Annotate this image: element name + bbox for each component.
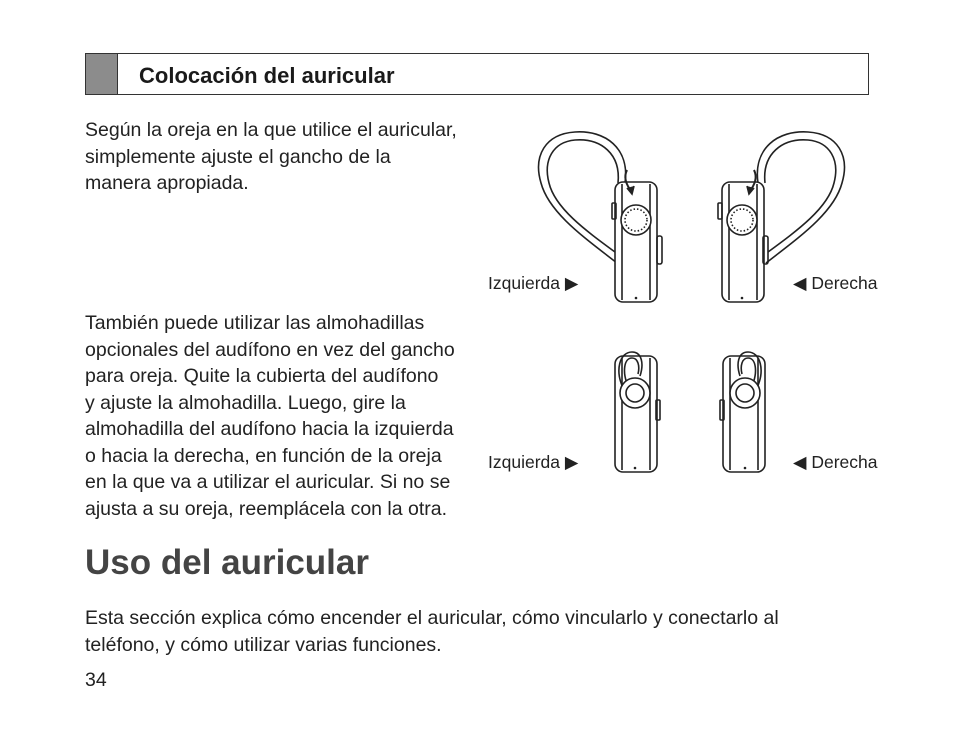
usage-line: teléfono, y cómo utilizar varias funciones. <box>85 633 442 656</box>
intro-paragraph <box>85 117 505 197</box>
ear-gel-line: También puede utilizar las almohadillas <box>85 312 425 334</box>
ear-gel-line: en la que va a utilizar el auricular. Si no se <box>85 471 451 493</box>
bottom-right-label: ◀ Derecha <box>793 452 878 472</box>
usage-paragraph <box>85 605 885 658</box>
bottom-left-label: Izquierda ▶ <box>488 452 579 472</box>
usage-heading: Uso del auricular <box>85 543 369 582</box>
top-right-label: ◀ Derecha <box>793 273 878 293</box>
ear-gel-line: opcionales del audífono en vez del gancho <box>85 338 455 361</box>
page-number: 34 <box>85 669 107 691</box>
intro-line: Según la oreja en la que utilice el auricular, <box>85 119 457 141</box>
ear-gel-line: para oreja. Quite la cubierta del audífono <box>85 365 439 387</box>
ear-gel-line: almohadilla del audífono hacia la izquierda <box>85 418 454 440</box>
section-marker <box>86 54 118 94</box>
ear-gel-line: y ajuste la almohadilla. Luego, gire la <box>85 391 406 414</box>
section-title: Colocación del auricular <box>139 63 395 88</box>
ear-gel-right-illustration <box>718 350 770 475</box>
ear-gel-left-illustration <box>610 350 662 475</box>
ear-gel-line: o hacia la derecha, en función de la oreja <box>85 444 442 467</box>
section-header <box>85 53 869 95</box>
ear-gel-paragraph <box>85 310 490 522</box>
intro-line: simplemente ajuste el gancho de la <box>85 145 391 168</box>
top-left-label: Izquierda ▶ <box>488 273 579 293</box>
intro-line: manera apropiada. <box>85 172 249 194</box>
usage-line: Esta sección explica cómo encender el auricular, cómo vincularlo y conectarlo al <box>85 607 779 629</box>
ear-gel-line: ajusta a su oreja, reemplácela con la otra. <box>85 497 448 520</box>
